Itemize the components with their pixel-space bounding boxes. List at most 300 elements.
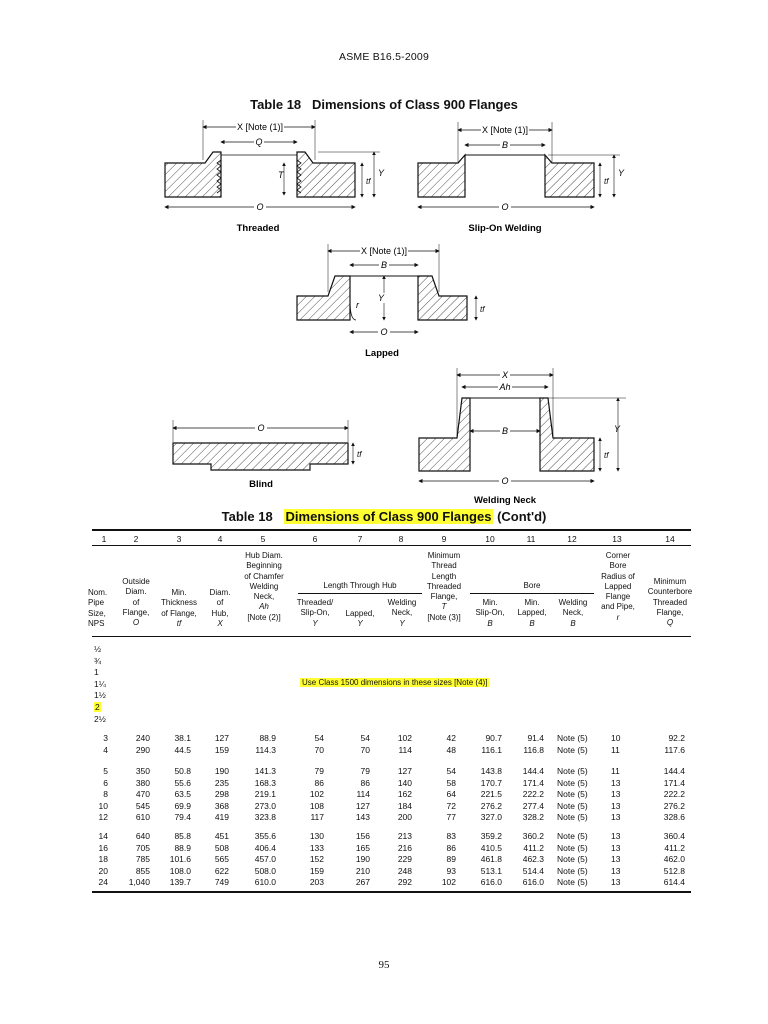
table-cell: 221.5 xyxy=(480,789,502,799)
table-cell: 410.5 xyxy=(480,843,502,853)
table-cell: 170.7 xyxy=(480,778,502,788)
table-cell: 267 xyxy=(355,877,370,887)
table-cell: 565 xyxy=(214,854,229,864)
table-cell: 368 xyxy=(214,801,229,811)
table-cell: 92.2 xyxy=(668,733,685,743)
header-lapped-y xyxy=(338,609,382,630)
slip-on-label: Slip-On Welding xyxy=(468,223,542,234)
blind-label: Blind xyxy=(249,479,273,490)
threaded-tf-label: tf xyxy=(366,177,371,186)
col-num-9: 9 xyxy=(441,534,447,544)
col-num-11: 11 xyxy=(526,534,536,544)
header-text: Length xyxy=(431,571,457,581)
slip-on-b-label: B xyxy=(501,140,509,150)
header-text: of Chamfer xyxy=(244,571,284,581)
table-cell: 470 xyxy=(135,789,150,799)
header-text: Hub, xyxy=(211,608,229,618)
table-cell: 13 xyxy=(611,854,621,864)
table-cell: 58 xyxy=(446,778,456,788)
header-text: Bore xyxy=(609,561,627,571)
table-cell: 72 xyxy=(446,801,456,811)
header-text: of Flange, xyxy=(161,608,197,618)
threaded-t-label: T xyxy=(278,170,284,180)
header-text: Pipe xyxy=(88,598,105,608)
table-cell: 86 xyxy=(314,778,324,788)
table-cell: 457.0 xyxy=(254,854,276,864)
header-text: Lapped, xyxy=(517,608,547,618)
table-cell: 130 xyxy=(309,831,324,841)
header-text: Thickness xyxy=(160,598,197,608)
table-cell: 190 xyxy=(214,766,229,776)
col-num-14: 14 xyxy=(665,534,675,544)
table-cell: 127 xyxy=(355,801,370,811)
table-row xyxy=(0,733,768,745)
table-cell: 141.3 xyxy=(254,766,276,776)
table-cell: 545 xyxy=(135,801,150,811)
figure-title-text: Dimensions of Class 900 Flanges xyxy=(312,97,518,112)
table-cell: 108.0 xyxy=(169,866,191,876)
header-text: r xyxy=(616,612,620,622)
table-cell: 419 xyxy=(214,812,229,822)
table-cell: 13 xyxy=(611,866,621,876)
table-cell: Note (5) xyxy=(557,789,588,799)
header-text: Min. xyxy=(524,598,540,607)
table-cell: 508.0 xyxy=(254,866,276,876)
table-cell: Note (5) xyxy=(557,733,588,743)
small-sizes-list xyxy=(94,644,106,725)
blind-o-label: O xyxy=(257,423,265,433)
lapped-r-label: r xyxy=(356,300,359,310)
header-text: of xyxy=(216,598,224,608)
header-text: Thread xyxy=(431,561,457,571)
table-cell: 327.0 xyxy=(480,812,502,822)
table-title xyxy=(0,509,768,524)
table-cell: 451 xyxy=(214,831,229,841)
table-cell: 216 xyxy=(397,843,412,853)
header-text: Size, xyxy=(88,608,106,618)
table-row xyxy=(0,866,768,878)
table-cell: 91.4 xyxy=(527,733,544,743)
table-cell: 4 xyxy=(103,745,108,755)
table-cell: 235 xyxy=(214,778,229,788)
header-text: Ah xyxy=(259,602,269,612)
table-cell: 159 xyxy=(309,866,324,876)
table-cell: 328.2 xyxy=(522,812,544,822)
header-text: Welding xyxy=(249,581,279,591)
header-text: Welding xyxy=(387,598,417,607)
header-text: Radius of xyxy=(601,571,635,581)
table-cell: 168.3 xyxy=(254,778,276,788)
table-cell: 127 xyxy=(397,766,412,776)
length-group-rule xyxy=(298,593,422,594)
header-text: Neck, xyxy=(391,608,413,618)
table-cell: 171.4 xyxy=(522,778,544,788)
table-cell: 10 xyxy=(98,801,108,811)
col-num-3: 3 xyxy=(176,534,182,544)
lapped-b-label: B xyxy=(380,260,388,270)
list-item: 1 xyxy=(94,667,99,678)
table-cell: 406.4 xyxy=(254,843,276,853)
table-cell: 203 xyxy=(309,877,324,887)
table-cell: 102 xyxy=(397,733,412,743)
header-text: Hub Diam. xyxy=(245,551,283,560)
table-row xyxy=(0,831,768,843)
table-cell: 3 xyxy=(103,733,108,743)
header-text: X xyxy=(217,618,223,628)
table-cell: 159 xyxy=(214,745,229,755)
table-cell: 54 xyxy=(314,733,324,743)
table-cell: 114 xyxy=(398,745,412,755)
header-text: Diam. xyxy=(125,587,147,597)
header-text: Corner xyxy=(605,551,631,560)
header-outside-diam xyxy=(115,577,157,628)
table-cell: 359.2 xyxy=(480,831,502,841)
welding-neck-b-label: B xyxy=(501,426,509,436)
table-cell: 508 xyxy=(214,843,229,853)
header-text: Flange, xyxy=(122,607,150,617)
table-cell: 102 xyxy=(309,789,324,799)
table-cell: 705 xyxy=(135,843,150,853)
table-cell: 13 xyxy=(611,789,621,799)
table-cell: 83 xyxy=(446,831,456,841)
header-corner-radius xyxy=(594,551,642,623)
table-cell: 162 xyxy=(397,789,412,799)
table-number-rule xyxy=(92,545,691,546)
welding-neck-flange-figure xyxy=(419,368,626,506)
header-length-group: Length Through Hub xyxy=(323,581,397,590)
table-cell: 69.9 xyxy=(174,801,191,811)
header-text: Threaded/ xyxy=(296,598,334,607)
table-cell: 89 xyxy=(446,854,456,864)
table-cell: 360.4 xyxy=(663,831,685,841)
table-cell: 93 xyxy=(446,866,456,876)
header-threaded-slip-on-y xyxy=(292,598,338,629)
blind-tf-label: tf xyxy=(357,450,362,459)
slip-on-tf-label: tf xyxy=(604,177,609,186)
slip-on-x-note: X [Note (1)] xyxy=(481,125,529,135)
table-cell: 614.4 xyxy=(663,877,685,887)
header-text: [Note (2)] xyxy=(247,612,281,622)
header-text: Flange, xyxy=(656,607,684,617)
header-text: Threaded xyxy=(426,581,462,591)
list-item: 2½ xyxy=(94,713,106,724)
col-num-6: 6 xyxy=(312,534,318,544)
table-cell: Note (5) xyxy=(557,745,588,755)
table-cell: 117 xyxy=(310,812,324,822)
table-cell: 12 xyxy=(98,812,108,822)
table-cell: 350 xyxy=(135,766,150,776)
table-row xyxy=(0,789,768,801)
table-cell: 79 xyxy=(314,766,324,776)
table-cell: 219.1 xyxy=(254,789,276,799)
header-text: Slip-On, xyxy=(475,608,505,618)
table-cell: 13 xyxy=(611,801,621,811)
table-row xyxy=(0,854,768,866)
header-text: Welding xyxy=(558,598,588,607)
header-text: Lapped xyxy=(604,581,632,591)
table-cell: 380 xyxy=(135,778,150,788)
table-cell: 16 xyxy=(98,843,108,853)
table-cell: 54 xyxy=(446,766,456,776)
lapped-tf-label: tf xyxy=(480,305,485,314)
table-cell: 290 xyxy=(135,745,150,755)
header-thread-length xyxy=(420,551,468,623)
header-text: T xyxy=(441,602,447,612)
table-cell: Note (5) xyxy=(557,877,588,887)
table-cell: 70 xyxy=(314,745,324,755)
header-text: Y xyxy=(312,618,318,628)
flange-figures xyxy=(0,0,768,510)
col-num-5: 5 xyxy=(260,534,266,544)
table-cell: 610 xyxy=(135,812,150,822)
table-cell: 5 xyxy=(103,766,108,776)
table-cell: 276.2 xyxy=(663,801,685,811)
header-hub-diam-chamfer xyxy=(236,551,292,623)
table-cell: 85.8 xyxy=(174,831,191,841)
header-counterbore xyxy=(642,577,698,628)
table-cell: 462.0 xyxy=(663,854,685,864)
table-cell: 6 xyxy=(103,778,108,788)
welding-neck-ah-label: Ah xyxy=(499,382,511,392)
table-cell: Note (5) xyxy=(557,778,588,788)
header-nps xyxy=(88,588,118,629)
table-cell: 54 xyxy=(360,733,370,743)
table-cell: 292 xyxy=(397,877,412,887)
welding-neck-tf-label: tf xyxy=(604,451,609,460)
table-title-prefix: Table 18 xyxy=(221,509,273,524)
header-text: Slip-On, xyxy=(300,608,330,618)
table-cell: 77 xyxy=(446,812,456,822)
table-cell: 44.5 xyxy=(174,745,191,755)
list-item: ½ xyxy=(94,644,102,654)
header-text: O xyxy=(132,618,140,628)
table-cell: 462.3 xyxy=(522,854,544,864)
table-row xyxy=(0,778,768,790)
header-text: Flange, xyxy=(430,592,458,602)
table-cell: 143.8 xyxy=(480,766,502,776)
running-header: ASME B16.5-2009 xyxy=(339,51,429,63)
table-cell: Note (5) xyxy=(557,831,588,841)
table-cell: 277.4 xyxy=(522,801,544,811)
table-cell: 48 xyxy=(446,745,456,755)
table-cell: 360.2 xyxy=(522,831,544,841)
table-cell: 79.4 xyxy=(174,812,191,822)
table-cell: 20 xyxy=(98,866,108,876)
table-cell: 1,040 xyxy=(128,877,150,887)
table-cell: 190 xyxy=(355,854,370,864)
table-cell: 13 xyxy=(611,812,621,822)
list-item-highlighted: 2 xyxy=(95,701,100,712)
col-num-13: 13 xyxy=(612,534,622,544)
header-text: NPS xyxy=(88,618,105,628)
header-text: Nom. xyxy=(88,588,108,597)
table-cell: Note (5) xyxy=(557,766,588,776)
table-cell: 411.2 xyxy=(523,843,544,853)
table-cell: 171.4 xyxy=(663,778,685,788)
table-cell: Note (5) xyxy=(557,801,588,811)
table-cell: 328.6 xyxy=(663,812,685,822)
table-cell: 514.4 xyxy=(522,866,544,876)
table-cell: 298 xyxy=(214,789,229,799)
table-cell: 213 xyxy=(397,831,412,841)
list-item: 1¼ xyxy=(94,678,106,689)
table-cell: 513.1 xyxy=(480,866,502,876)
table-row xyxy=(0,843,768,855)
table-row xyxy=(0,766,768,778)
col-num-10: 10 xyxy=(485,534,495,544)
header-text: of xyxy=(132,597,140,607)
threaded-label: Threaded xyxy=(236,223,280,234)
table-cell: 210 xyxy=(355,866,370,876)
col-num-2: 2 xyxy=(133,534,139,544)
table-cell: 616.0 xyxy=(522,877,544,887)
table-cell: 24 xyxy=(98,877,108,887)
table-cell: 248 xyxy=(397,866,412,876)
header-text: Neck, xyxy=(253,592,275,602)
table-cell: 140 xyxy=(397,778,412,788)
figure-title-prefix: Table 18 xyxy=(250,97,302,112)
header-text: Y xyxy=(399,618,405,628)
threaded-q-label: Q xyxy=(255,137,263,147)
blind-flange-figure xyxy=(173,420,362,490)
table-cell: 139.7 xyxy=(169,877,191,887)
table-header-rule xyxy=(92,636,691,637)
header-welding-neck-y xyxy=(381,598,423,629)
header-text: and Pipe, xyxy=(601,602,635,612)
table-cell: 55.6 xyxy=(174,778,191,788)
table-cell: 152 xyxy=(309,854,324,864)
col-num-12: 12 xyxy=(567,534,577,544)
header-text: Diam. xyxy=(209,588,231,597)
threaded-o-label: O xyxy=(256,202,264,212)
header-text: Minimum xyxy=(427,551,461,560)
header-bore-welding-neck xyxy=(552,598,594,629)
table-cell: 63.5 xyxy=(174,789,191,799)
table-cell: 785 xyxy=(135,854,150,864)
header-text: Y xyxy=(357,619,363,629)
table-cell: 18 xyxy=(98,854,108,864)
table-cell: 133 xyxy=(309,843,324,853)
small-sizes-note: Use Class 1500 dimensions in these sizes [Note (4)] xyxy=(302,678,488,687)
col-num-1: 1 xyxy=(101,534,107,544)
header-text: Neck, xyxy=(562,608,584,618)
table-cell: Note (5) xyxy=(557,812,588,822)
table-cell: Note (5) xyxy=(557,866,588,876)
table-row xyxy=(0,812,768,824)
threaded-flange-figure xyxy=(165,120,385,234)
header-bore-group: Bore xyxy=(523,581,541,590)
header-text: Lapped, xyxy=(345,609,375,618)
table-cell: 411.2 xyxy=(664,843,685,853)
header-bore-slip-on xyxy=(468,598,512,629)
table-cell: 101.6 xyxy=(169,854,191,864)
header-text: Beginning xyxy=(246,561,282,571)
table-cell: 461.8 xyxy=(480,854,502,864)
col-num-7: 7 xyxy=(357,534,363,544)
table-cell: 616.0 xyxy=(480,877,502,887)
table-cell: 13 xyxy=(611,843,621,853)
table-cell: 640 xyxy=(135,831,150,841)
lapped-y-label: Y xyxy=(378,293,385,303)
header-text: Min. xyxy=(482,598,498,607)
header-text: B xyxy=(570,618,576,628)
header-text: Outside xyxy=(122,577,150,586)
table-cell: 8 xyxy=(103,789,108,799)
table-cell: 622 xyxy=(214,866,229,876)
header-text: Flange xyxy=(605,592,631,602)
table-cell: 222.2 xyxy=(522,789,544,799)
table-cell: Note (5) xyxy=(557,854,588,864)
table-bottom-rule xyxy=(92,891,691,893)
table-cell: 90.7 xyxy=(485,733,502,743)
table-cell: 144.4 xyxy=(663,766,685,776)
header-text: Min. xyxy=(171,588,187,597)
slip-on-o-label: O xyxy=(501,202,509,212)
table-cell: 79 xyxy=(360,766,370,776)
lapped-x-note: X [Note (1)] xyxy=(360,246,408,256)
table-row xyxy=(0,877,768,889)
table-cell: Note (5) xyxy=(557,843,588,853)
table-cell: 749 xyxy=(214,877,229,887)
header-bore-lapped xyxy=(510,598,554,629)
header-text: Threaded xyxy=(652,597,688,607)
slip-on-flange-figure xyxy=(418,122,625,234)
header-min-thickness xyxy=(156,588,202,629)
table-cell: 86 xyxy=(446,843,456,853)
table-cell: 10 xyxy=(611,733,621,743)
table-cell: 38.1 xyxy=(174,733,191,743)
table-cell: 114.3 xyxy=(255,745,276,755)
welding-neck-o-label: O xyxy=(501,476,509,486)
table-cell: 114 xyxy=(356,789,370,799)
table-row xyxy=(0,801,768,813)
header-text: Minimum xyxy=(653,577,687,586)
table-row xyxy=(0,745,768,757)
table-cell: 86 xyxy=(360,778,370,788)
table-cell: 222.2 xyxy=(663,789,685,799)
table-title-text: Dimensions of Class 900 Flanges xyxy=(285,509,492,524)
lapped-o-label: O xyxy=(380,327,388,337)
table-cell: 229 xyxy=(397,854,412,864)
table-cell: 144.4 xyxy=(522,766,544,776)
table-cell: 855 xyxy=(135,866,150,876)
table-cell: 64 xyxy=(446,789,456,799)
welding-neck-y-label: Y xyxy=(614,424,621,434)
slip-on-y-label: Y xyxy=(618,168,625,178)
table-cell: 240 xyxy=(135,733,150,743)
table-top-rule xyxy=(92,529,691,531)
table-cell: 88.9 xyxy=(259,733,276,743)
table-cell: 108 xyxy=(309,801,324,811)
table-cell: 50.8 xyxy=(174,766,191,776)
col-num-4: 4 xyxy=(217,534,223,544)
table-cell: 273.0 xyxy=(254,801,276,811)
table-cell: 70 xyxy=(360,745,370,755)
threaded-y-label: Y xyxy=(378,168,385,178)
page-number: 95 xyxy=(378,959,390,971)
table-cell: 165 xyxy=(355,843,370,853)
table-cell: 610.0 xyxy=(254,877,276,887)
threaded-x-note: X [Note (1)] xyxy=(236,122,284,132)
table-cell: 116.8 xyxy=(523,745,544,755)
table-cell: 11 xyxy=(611,766,620,776)
table-cell: 42 xyxy=(446,733,456,743)
welding-neck-label: Welding Neck xyxy=(473,495,537,506)
table-cell: 355.6 xyxy=(254,831,276,841)
list-item: ¾ xyxy=(94,655,102,666)
bore-group-rule xyxy=(470,593,594,594)
table-cell: 184 xyxy=(397,801,412,811)
